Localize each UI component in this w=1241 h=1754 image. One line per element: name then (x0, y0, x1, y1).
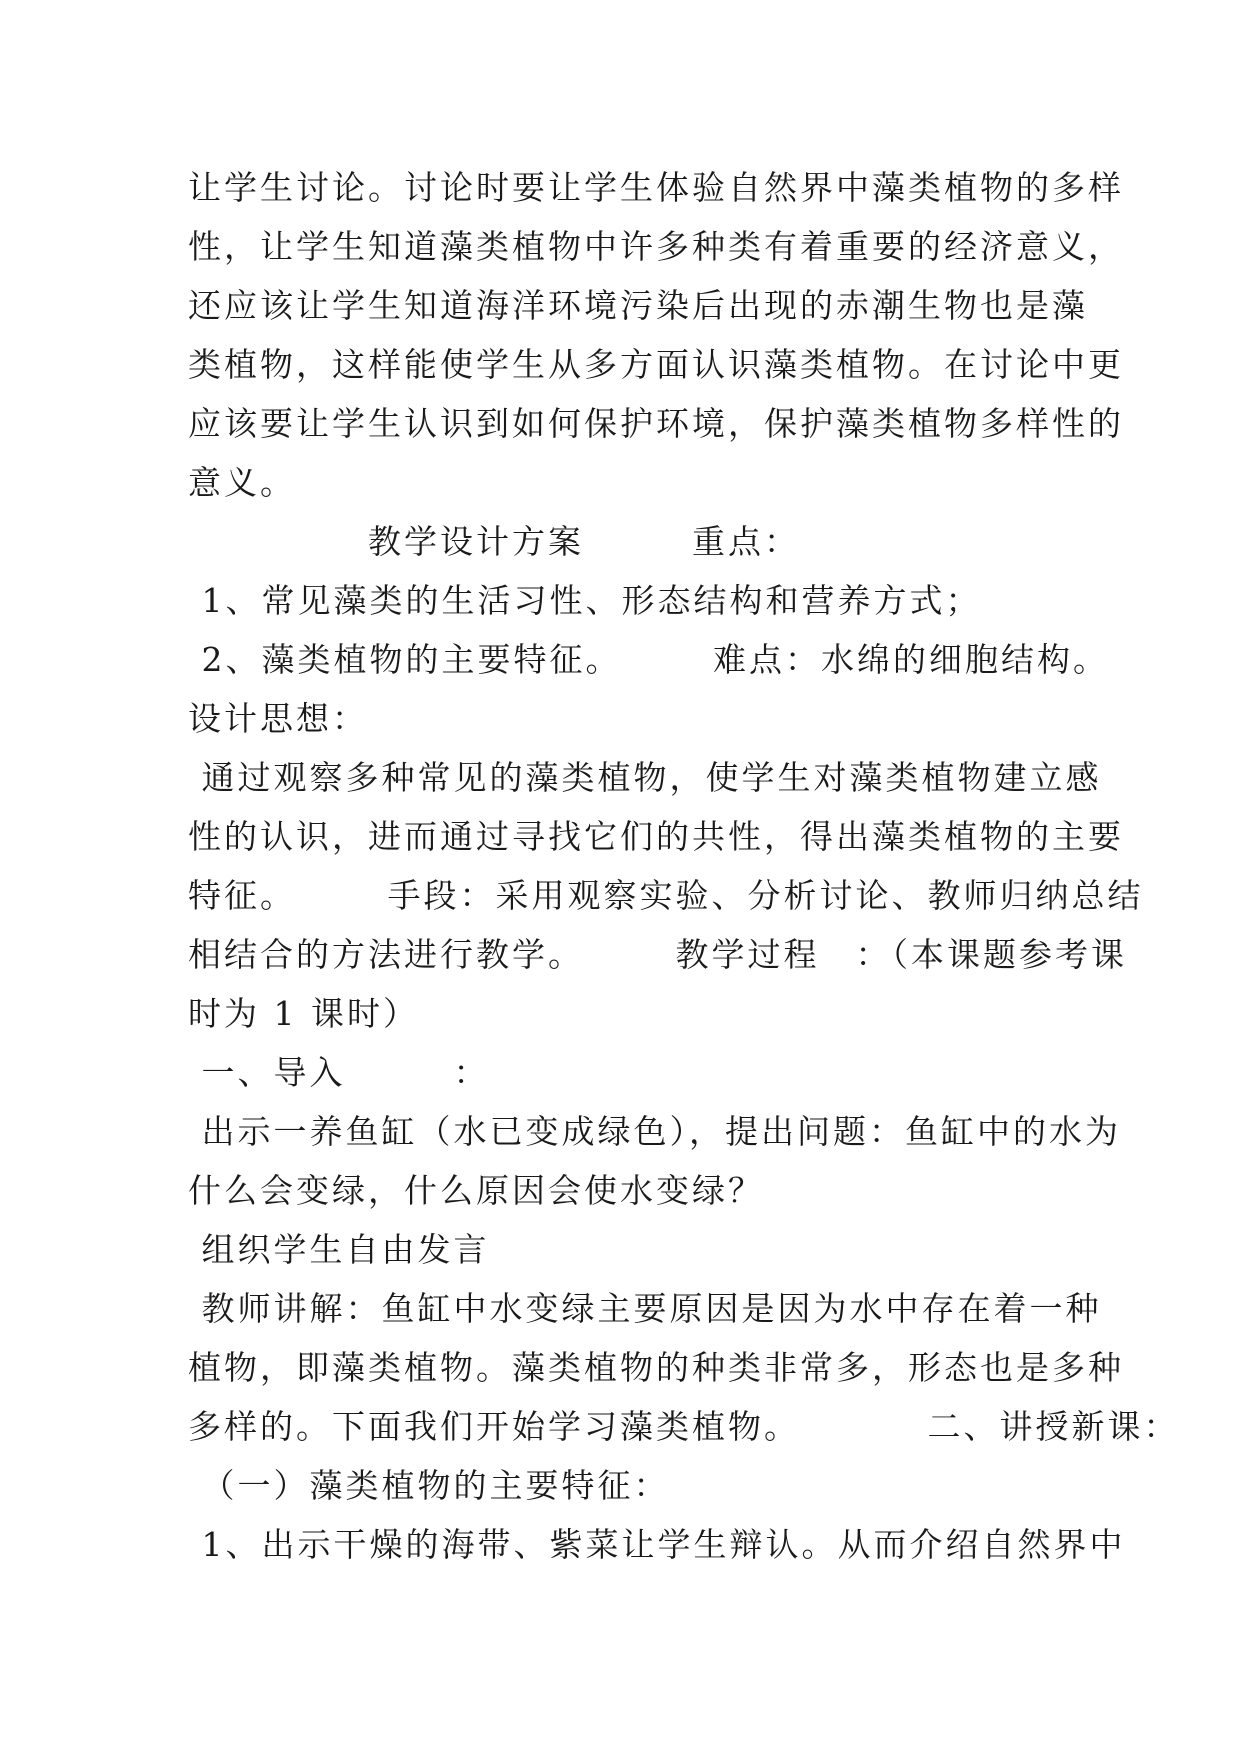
text-line: 特征。 手段：采用观察实验、分析讨论、教师归纳总结 (188, 876, 1144, 915)
text-line: 出示一养鱼缸（水已变成绿色），提出问题：鱼缸中的水为 (188, 1112, 1121, 1151)
text-line: 组织学生自由发言 (188, 1230, 490, 1269)
text-line: 还应该让学生知道海洋环境污染后出现的赤潮生物也是藻 (188, 286, 1088, 325)
text-line: 设计思想： (188, 699, 368, 738)
text-line: 性的认识，进而通过寻找它们的共性，得出藻类植物的主要 (188, 817, 1124, 856)
text-line: 意义。 (188, 463, 296, 502)
text-line: 通过观察多种常见的藻类植物，使学生对藻类植物建立感 (188, 758, 1102, 797)
text-line: 相结合的方法进行教学。 教学过程 ：（本课题参考课 (188, 935, 1127, 974)
section-heading-line: 教学设计方案 重点： (188, 522, 800, 561)
text-line: 类植物，这样能使学生从多方面认识藻类植物。在讨论中更 (188, 345, 1124, 384)
text-line: 植物，即藻类植物。藻类植物的种类非常多，形态也是多种 (188, 1348, 1124, 1387)
document-body (188, 158, 1180, 1574)
text-line: 一、导入 ： (188, 1053, 490, 1092)
text-line: 应该要让学生认识到如何保护环境，保护藻类植物多样性的 (188, 404, 1124, 443)
text-line: 多样的。下面我们开始学习藻类植物。 二、讲授新课： (188, 1407, 1180, 1446)
text-line: 时为 1 课时） (188, 994, 419, 1033)
text-line: 1、出示干燥的海带、紫菜让学生辩认。从而介绍自然界中 (188, 1525, 1126, 1564)
text-line: 让学生讨论。讨论时要让学生体验自然界中藻类植物的多样 (188, 168, 1124, 207)
text-line: 1、常见藻类的生活习性、形态结构和营养方式； (188, 581, 982, 620)
text-line: 什么会变绿，什么原因会使水变绿？ (188, 1171, 764, 1210)
text-line: （一）藻类植物的主要特征： (188, 1466, 670, 1505)
text-line: 教师讲解：鱼缸中水变绿主要原因是因为水中存在着一种 (188, 1289, 1102, 1328)
text-line: 性，让学生知道藻类植物中许多种类有着重要的经济意义， (188, 227, 1124, 266)
text-line: 2、藻类植物的主要特征。 难点：水绵的细胞结构。 (188, 640, 1109, 679)
